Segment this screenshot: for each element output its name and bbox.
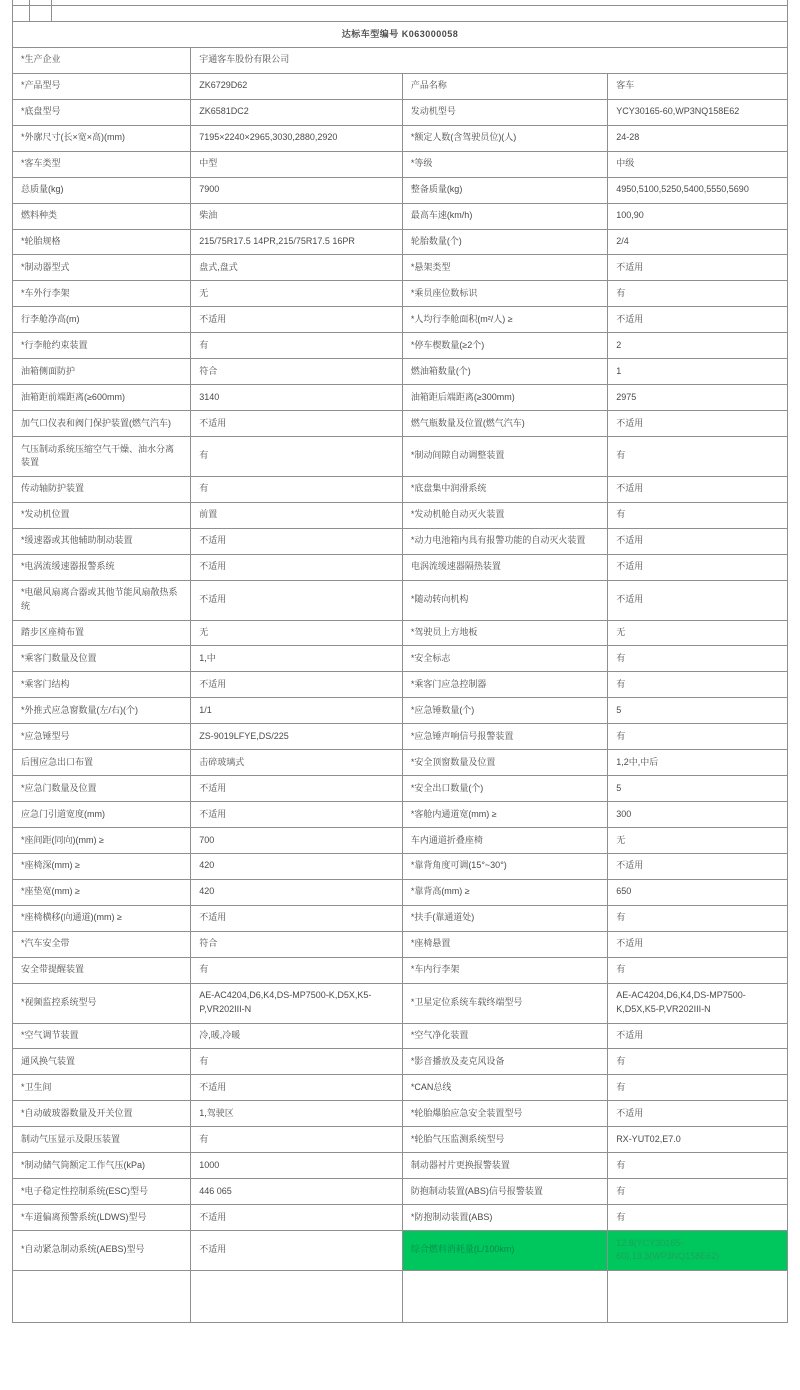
table-row <box>13 802 788 828</box>
spec-label: *制动储气筒额定工作气压(kPa) <box>13 1153 191 1179</box>
spec-value: YCY30165-60,WP3NQ158E62 <box>608 99 788 125</box>
spec-value: 不适用 <box>608 1101 788 1127</box>
spec-value: 不适用 <box>191 1075 403 1101</box>
table-row <box>13 385 788 411</box>
spec-label: *产品型号 <box>13 73 191 99</box>
divider <box>13 5 787 6</box>
spec-label: 气压制动系统压缩空气干燥、油水分离装置 <box>13 437 191 477</box>
spec-label: *驾驶员上方地板 <box>402 620 607 646</box>
spec-value: 无 <box>608 620 788 646</box>
spec-label: *乘客门数量及位置 <box>13 646 191 672</box>
spec-value: 有 <box>608 1205 788 1231</box>
spec-label: 整备质量(kg) <box>402 177 607 203</box>
spec-label-highlighted: 综合燃料消耗量(L/100km) <box>402 1231 607 1271</box>
spec-value: 不适用 <box>608 1023 788 1049</box>
spec-value: 击碎玻璃式 <box>191 750 403 776</box>
spec-label: *外推式应急窗数量(左/右)(个) <box>13 698 191 724</box>
table-row <box>13 724 788 750</box>
spec-value: 无 <box>191 620 403 646</box>
spec-value: 符合 <box>191 359 403 385</box>
spec-value: 不适用 <box>608 528 788 554</box>
spec-label: *卫星定位系统车载终端型号 <box>402 983 607 1023</box>
spec-label: *靠背高(mm) ≥ <box>402 879 607 905</box>
spec-label: 踏步区座椅布置 <box>13 620 191 646</box>
spec-value: 1 <box>608 359 788 385</box>
spec-value: 1,2中,中后 <box>608 750 788 776</box>
table-row <box>13 151 788 177</box>
spec-value: 客车 <box>608 73 788 99</box>
spec-value: 1,驾驶区 <box>191 1101 403 1127</box>
divider <box>51 0 52 21</box>
table-row <box>13 1231 788 1271</box>
spec-value: RX-YUT02,E7.0 <box>608 1127 788 1153</box>
table-row <box>13 620 788 646</box>
spec-label: *卫生间 <box>13 1075 191 1101</box>
spec-label: *电子稳定性控制系统(ESC)型号 <box>13 1179 191 1205</box>
spec-value: 中型 <box>191 151 403 177</box>
table-row <box>13 333 788 359</box>
spec-label: 安全带提醒装置 <box>13 957 191 983</box>
spec-label: *应急锤数量(个) <box>402 698 607 724</box>
spec-value: 650 <box>608 879 788 905</box>
table-row <box>13 203 788 229</box>
spec-value: 1000 <box>191 1153 403 1179</box>
spec-label: *动力电池箱内具有报警功能的自动灭火装置 <box>402 528 607 554</box>
spec-label: 燃料种类 <box>13 203 191 229</box>
spec-label: *外廓尺寸(长×宽×高)(mm) <box>13 125 191 151</box>
table-row <box>13 437 788 477</box>
table-row <box>13 879 788 905</box>
spec-value: 有 <box>191 1127 403 1153</box>
table-row <box>13 229 788 255</box>
spec-value: 有 <box>608 646 788 672</box>
spec-label: *座间距(同向)(mm) ≥ <box>13 828 191 854</box>
spec-value: 有 <box>608 672 788 698</box>
spec-label: *制动器型式 <box>13 255 191 281</box>
table-row <box>13 646 788 672</box>
table-row <box>13 1179 788 1205</box>
spec-value: 1/1 <box>191 698 403 724</box>
spec-value: 有 <box>191 1049 403 1075</box>
spec-value: 不适用 <box>191 672 403 698</box>
spec-value: 有 <box>608 281 788 307</box>
table-row <box>13 1023 788 1049</box>
spec-label: *影音播放及麦克风设备 <box>402 1049 607 1075</box>
spec-value: 1,中 <box>191 646 403 672</box>
spec-value: 24-28 <box>608 125 788 151</box>
spec-label: *等级 <box>402 151 607 177</box>
spec-label: *应急门数量及位置 <box>13 776 191 802</box>
spec-value: 4950,5100,5250,5400,5550,5690 <box>608 177 788 203</box>
spec-label: *安全出口数量(个) <box>402 776 607 802</box>
spec-value: 5 <box>608 698 788 724</box>
spec-value: 中级 <box>608 151 788 177</box>
table-row <box>13 1049 788 1075</box>
spec-label <box>402 1270 607 1322</box>
spec-label: 车内通道折叠座椅 <box>402 828 607 854</box>
spec-value: 5 <box>608 776 788 802</box>
spec-label: *底盘型号 <box>13 99 191 125</box>
spec-label: 油箱距前端距离(≥600mm) <box>13 385 191 411</box>
spec-value: 215/75R17.5 14PR,215/75R17.5 16PR <box>191 229 403 255</box>
table-row <box>13 580 788 620</box>
spec-value: 100,90 <box>608 203 788 229</box>
table-row <box>13 47 788 73</box>
clipped-row <box>13 1270 788 1322</box>
spec-value: 不适用 <box>608 307 788 333</box>
spec-value: 不适用 <box>608 580 788 620</box>
spec-label: 轮胎数量(个) <box>402 229 607 255</box>
spec-label: *悬架类型 <box>402 255 607 281</box>
spec-value: 不适用 <box>608 476 788 502</box>
spec-label: *靠背角度可调(15°~30°) <box>402 853 607 879</box>
table-row <box>13 957 788 983</box>
spec-label: 制动气压显示及限压装置 <box>13 1127 191 1153</box>
spec-value: 不适用 <box>191 411 403 437</box>
spec-label: *视频监控系统型号 <box>13 983 191 1023</box>
spec-value: 柴油 <box>191 203 403 229</box>
spec-value: 420 <box>191 879 403 905</box>
spec-label: 后围应急出口布置 <box>13 750 191 776</box>
divider <box>29 0 30 21</box>
spec-value: 2/4 <box>608 229 788 255</box>
spec-value: 有 <box>191 957 403 983</box>
spec-value: 有 <box>608 1049 788 1075</box>
spec-label: *应急锤声响信号报警装置 <box>402 724 607 750</box>
spec-label: *轮胎规格 <box>13 229 191 255</box>
spec-value: 不适用 <box>608 255 788 281</box>
spec-value: 有 <box>191 476 403 502</box>
spec-label: *人均行李舱面积(m²/人) ≥ <box>402 307 607 333</box>
spec-label: *电磁风扇离合器或其他节能风扇散热系统 <box>13 580 191 620</box>
spec-value: 不适用 <box>608 554 788 580</box>
spec-label: 制动器衬片更换报警装置 <box>402 1153 607 1179</box>
spec-label: *停车楔数量(≥2个) <box>402 333 607 359</box>
spec-label: *行李舱约束装置 <box>13 333 191 359</box>
spec-label: *乘员座位数标识 <box>402 281 607 307</box>
spec-value: 无 <box>191 281 403 307</box>
table-row <box>13 359 788 385</box>
table-row <box>13 177 788 203</box>
previous-table-fragment <box>12 0 788 21</box>
spec-value: 符合 <box>191 931 403 957</box>
spec-label: 总质量(kg) <box>13 177 191 203</box>
spec-value: 有 <box>608 502 788 528</box>
spec-label: 燃气瓶数量及位置(燃气汽车) <box>402 411 607 437</box>
spec-value: 盘式,盘式 <box>191 255 403 281</box>
spec-label: *缓速器或其他辅助制动装置 <box>13 528 191 554</box>
spec-label: 产品名称 <box>402 73 607 99</box>
table-row <box>13 1127 788 1153</box>
spec-label: *发动机舱自动灭火装置 <box>402 502 607 528</box>
spec-value: 不适用 <box>191 1205 403 1231</box>
table-row <box>13 905 788 931</box>
spec-label: *随动转向机构 <box>402 580 607 620</box>
spec-label: *乘客门结构 <box>13 672 191 698</box>
spec-value: ZS-9019LFYE,DS/225 <box>191 724 403 750</box>
table-row <box>13 99 788 125</box>
spec-value <box>191 1270 403 1322</box>
spec-value: 7900 <box>191 177 403 203</box>
spec-value: 不适用 <box>608 931 788 957</box>
spec-label: *乘客门应急控制器 <box>402 672 607 698</box>
spec-label <box>13 1270 191 1322</box>
spec-value: 7195×2240×2965,3030,2880,2920 <box>191 125 403 151</box>
spec-label: *汽车安全带 <box>13 931 191 957</box>
table-row <box>13 776 788 802</box>
title-row <box>13 22 788 48</box>
spec-value: 不适用 <box>191 307 403 333</box>
spec-value: 无 <box>608 828 788 854</box>
spec-label: *电涡流缓速器报警系统 <box>13 554 191 580</box>
table-row <box>13 853 788 879</box>
spec-value: 不适用 <box>191 776 403 802</box>
spec-value: 有 <box>608 437 788 477</box>
spec-label: *发动机位置 <box>13 502 191 528</box>
spec-value: 有 <box>191 437 403 477</box>
spec-value <box>608 1270 788 1322</box>
spec-value: 不适用 <box>608 853 788 879</box>
spec-value: 有 <box>608 905 788 931</box>
spec-value: 300 <box>608 802 788 828</box>
table-row <box>13 307 788 333</box>
table-row <box>13 476 788 502</box>
spec-label: 应急门引道宽度(mm) <box>13 802 191 828</box>
spec-label: 防抱制动装置(ABS)信号报警装置 <box>402 1179 607 1205</box>
spec-label: *自动紧急制动系统(AEBS)型号 <box>13 1231 191 1271</box>
spec-label: 燃油箱数量(个) <box>402 359 607 385</box>
spec-label: *生产企业 <box>13 47 191 73</box>
table-row <box>13 281 788 307</box>
spec-label: *安全标志 <box>402 646 607 672</box>
table-row <box>13 672 788 698</box>
page-title: 达标车型编号 K063000058 <box>13 22 788 48</box>
spec-value: ZK6581DC2 <box>191 99 403 125</box>
spec-value: ZK6729D62 <box>191 73 403 99</box>
table-row <box>13 125 788 151</box>
spec-table <box>12 21 788 1323</box>
spec-label: *客舱内通道宽(mm) ≥ <box>402 802 607 828</box>
spec-label: *扶手(靠通道处) <box>402 905 607 931</box>
table-row <box>13 502 788 528</box>
spec-label: *座垫宽(mm) ≥ <box>13 879 191 905</box>
spec-value: 不适用 <box>191 1231 403 1271</box>
spec-value: AE-AC4204,D6,K4,DS-MP7500-K,D5X,K5-P,VR202III-N <box>191 983 403 1023</box>
spec-value: 不适用 <box>191 554 403 580</box>
spec-label: *座椅深(mm) ≥ <box>13 853 191 879</box>
table-row <box>13 1205 788 1231</box>
spec-label: *座椅悬置 <box>402 931 607 957</box>
spec-label: *空气净化装置 <box>402 1023 607 1049</box>
spec-label: *车内行李架 <box>402 957 607 983</box>
spec-label: 传动轴防护装置 <box>13 476 191 502</box>
spec-label: *客车类型 <box>13 151 191 177</box>
table-row <box>13 983 788 1023</box>
spec-value: 420 <box>191 853 403 879</box>
spec-label: *轮胎爆胎应急安全装置型号 <box>402 1101 607 1127</box>
spec-label: *座椅横移(向通道)(mm) ≥ <box>13 905 191 931</box>
table-row <box>13 411 788 437</box>
spec-label: *轮胎气压监测系统型号 <box>402 1127 607 1153</box>
spec-label: 加气口仪表和阀门保护装置(燃气汽车) <box>13 411 191 437</box>
table-row <box>13 931 788 957</box>
table-row <box>13 698 788 724</box>
spec-label: *车外行李架 <box>13 281 191 307</box>
spec-label: *安全顶窗数量及位置 <box>402 750 607 776</box>
spec-value: 有 <box>608 1075 788 1101</box>
spec-value: 446 065 <box>191 1179 403 1205</box>
spec-value: 不适用 <box>191 802 403 828</box>
table-row <box>13 1153 788 1179</box>
spec-label: *底盘集中润滑系统 <box>402 476 607 502</box>
spec-label: 行李舱净高(m) <box>13 307 191 333</box>
table-row <box>13 255 788 281</box>
spec-value: AE-AC4204,D6,K4,DS-MP7500-K,D5X,K5-P,VR202III-N <box>608 983 788 1023</box>
table-row <box>13 1075 788 1101</box>
table-row <box>13 750 788 776</box>
spec-value: 2 <box>608 333 788 359</box>
spec-label: 最高车速(km/h) <box>402 203 607 229</box>
spec-label: *防抱制动装置(ABS) <box>402 1205 607 1231</box>
spec-label: *制动间隙自动调整装置 <box>402 437 607 477</box>
table-row <box>13 528 788 554</box>
spec-value: 宇通客车股份有限公司 <box>191 47 788 73</box>
table-row <box>13 73 788 99</box>
spec-label: *空气调节装置 <box>13 1023 191 1049</box>
spec-value: 2975 <box>608 385 788 411</box>
spec-label: 油箱距后端距离(≥300mm) <box>402 385 607 411</box>
spec-label: 电涡流缓速器隔热装置 <box>402 554 607 580</box>
table-row <box>13 1101 788 1127</box>
spec-value: 有 <box>608 1153 788 1179</box>
spec-value: 有 <box>608 957 788 983</box>
spec-label: *应急锤型号 <box>13 724 191 750</box>
spec-value: 有 <box>608 724 788 750</box>
spec-value: 不适用 <box>608 411 788 437</box>
spec-value: 前置 <box>191 502 403 528</box>
spec-label: 发动机型号 <box>402 99 607 125</box>
spec-label: *额定人数(含驾驶员位)(人) <box>402 125 607 151</box>
table-row <box>13 554 788 580</box>
spec-value: 有 <box>608 1179 788 1205</box>
spec-value-highlighted: 12.8(YCY30165-60),13.3(WP3NQ158E62) <box>608 1231 788 1271</box>
spec-value: 不适用 <box>191 905 403 931</box>
spec-value: 3140 <box>191 385 403 411</box>
spec-label: 油箱侧面防护 <box>13 359 191 385</box>
table-row <box>13 828 788 854</box>
spec-value: 不适用 <box>191 580 403 620</box>
spec-value: 700 <box>191 828 403 854</box>
spec-value: 冷,暖,冷暖 <box>191 1023 403 1049</box>
spec-label: *车道偏离预警系统(LDWS)型号 <box>13 1205 191 1231</box>
spec-value: 有 <box>191 333 403 359</box>
spec-label: 通风换气装置 <box>13 1049 191 1075</box>
spec-label: *自动破玻器数量及开关位置 <box>13 1101 191 1127</box>
spec-label: *CAN总线 <box>402 1075 607 1101</box>
spec-value: 不适用 <box>191 528 403 554</box>
